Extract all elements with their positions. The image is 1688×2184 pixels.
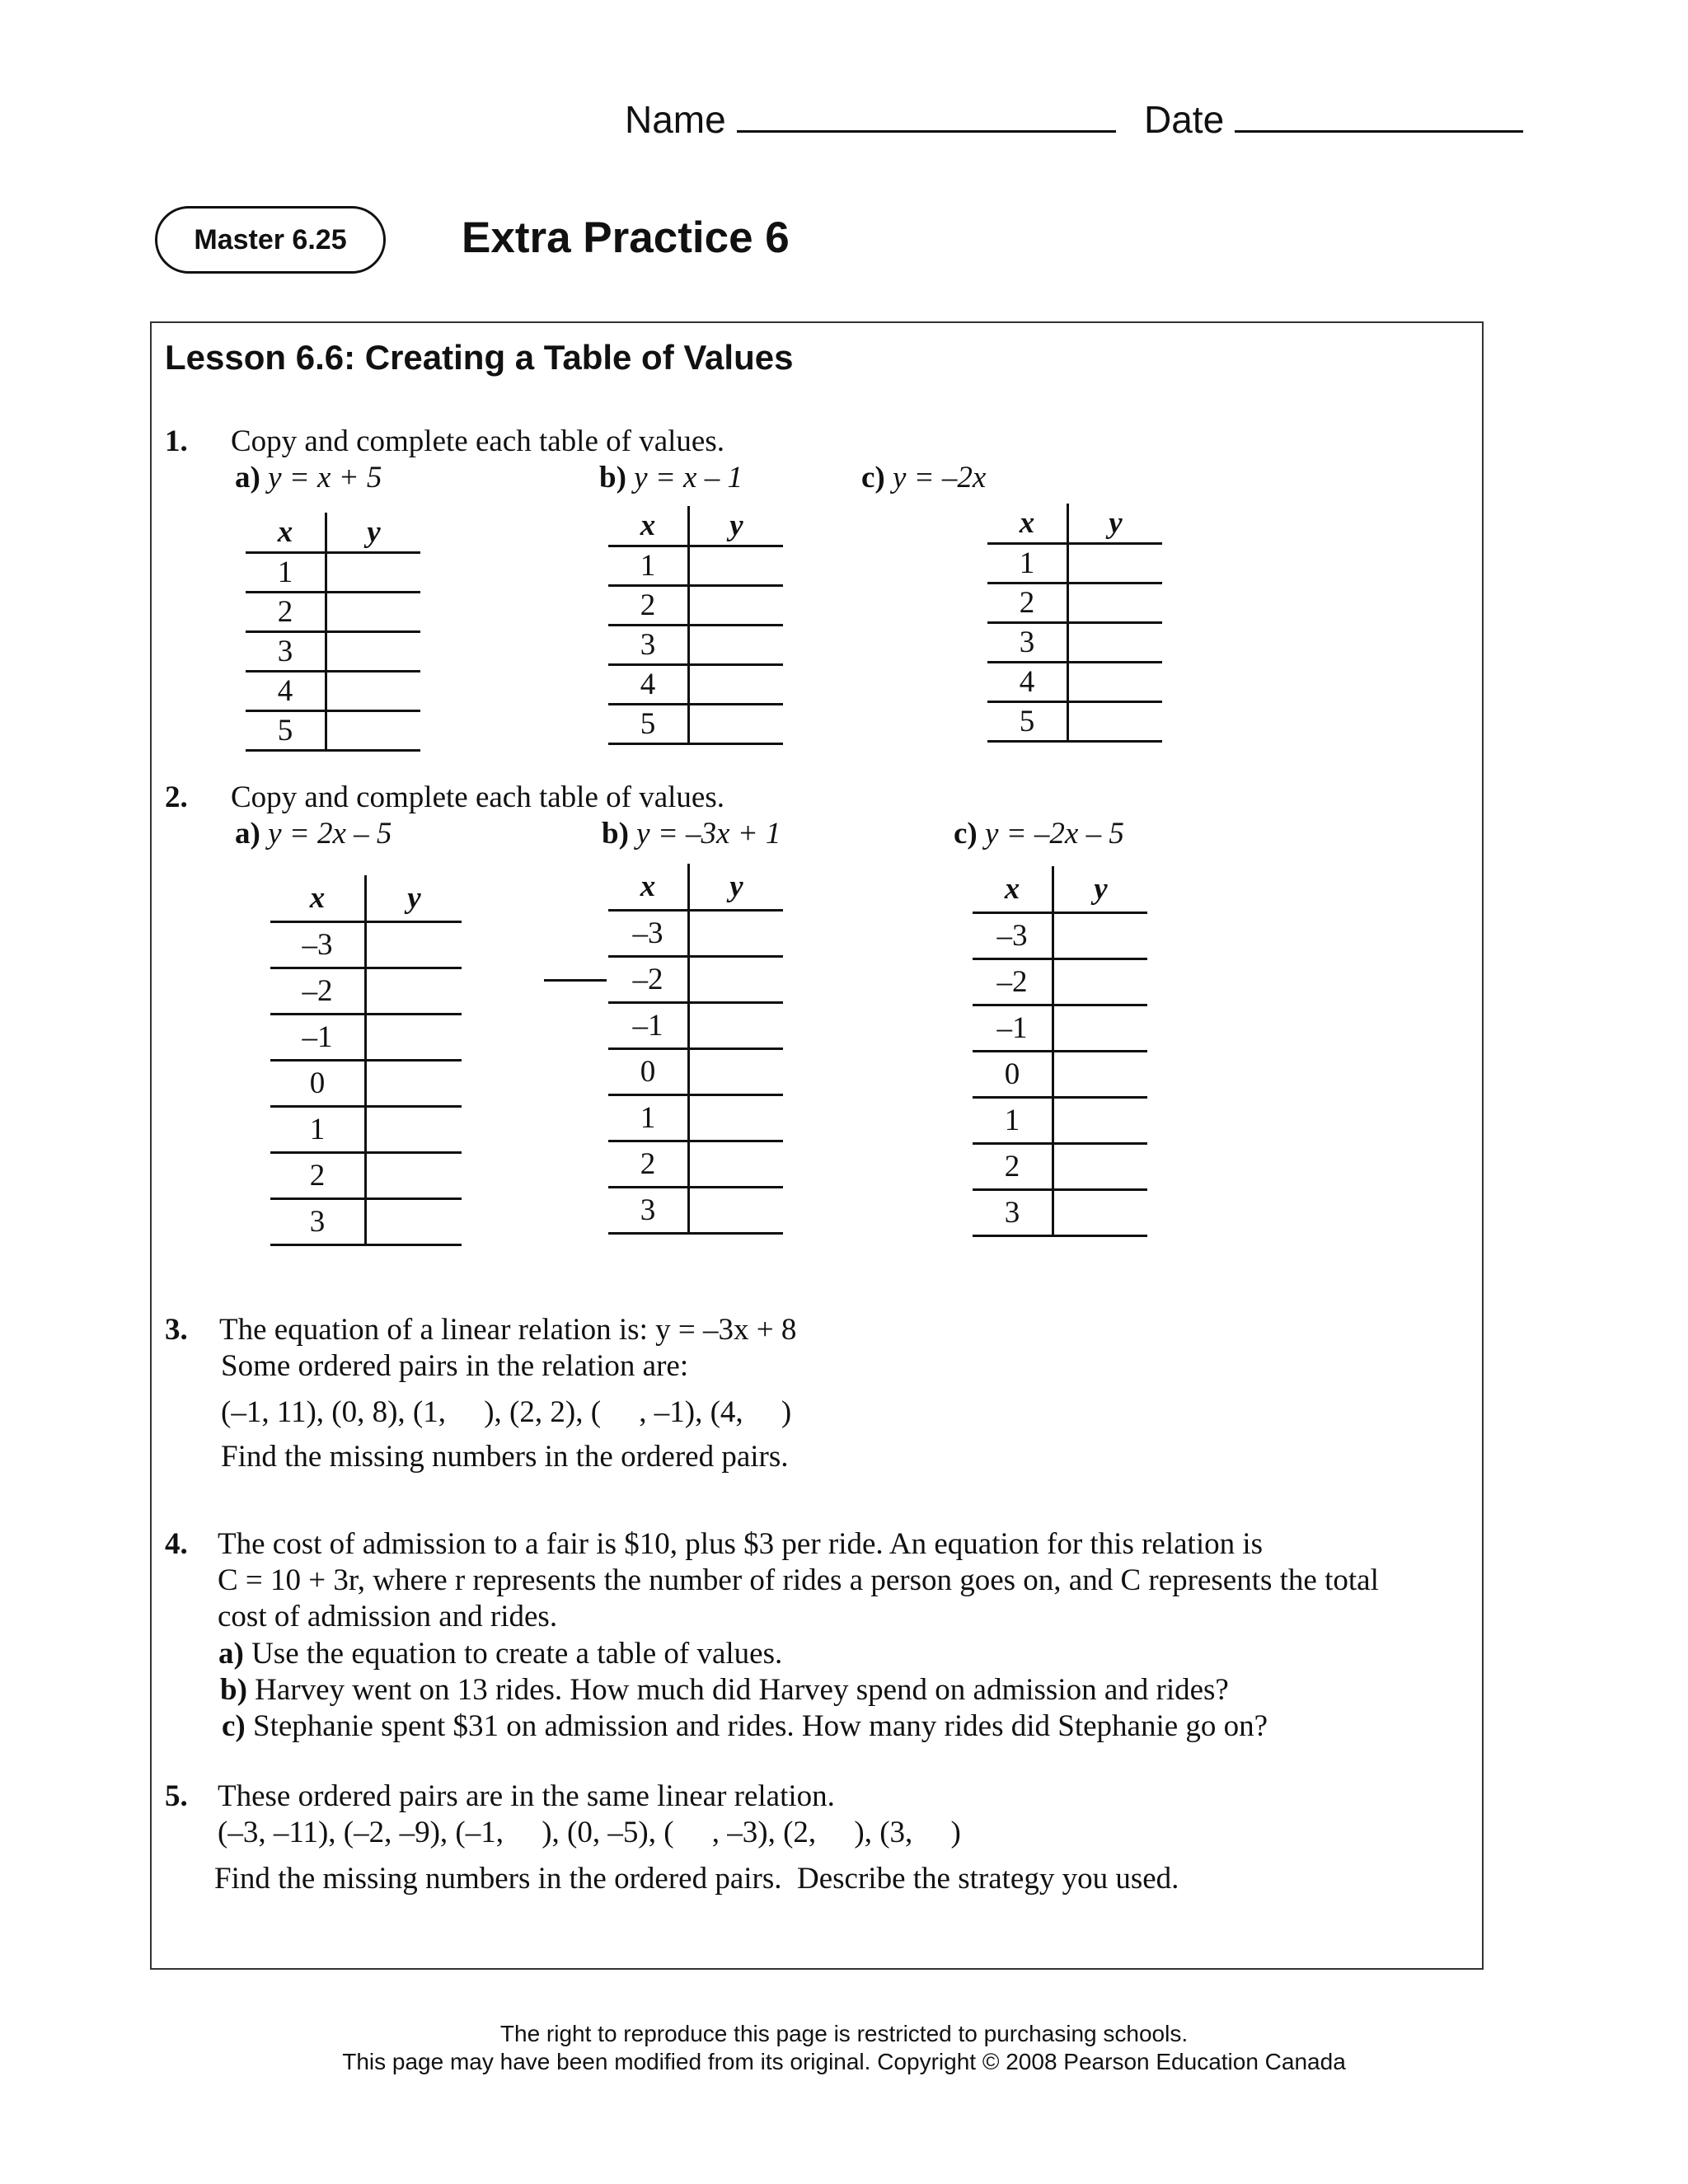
y-answer-cell[interactable] xyxy=(366,1014,462,1060)
y-header: y xyxy=(689,506,784,546)
y-header: y xyxy=(366,875,462,921)
y-header: y xyxy=(1053,866,1148,912)
q2a-table xyxy=(270,875,462,1246)
y-answer-cell[interactable] xyxy=(326,710,421,750)
x-value: 1 xyxy=(270,1106,366,1152)
q3-line2: Some ordered pairs in the relation are: xyxy=(221,1349,689,1383)
y-answer-cell[interactable] xyxy=(1053,1143,1148,1189)
y-answer-cell[interactable] xyxy=(1053,958,1148,1005)
x-value: –2 xyxy=(608,956,689,1002)
q4-line3: cost of admission and rides. xyxy=(218,1600,558,1633)
name-label: Name xyxy=(625,98,726,141)
y-answer-cell[interactable] xyxy=(366,1152,462,1198)
x-value: 1 xyxy=(608,546,689,585)
x-value: 0 xyxy=(973,1051,1053,1097)
q1a-table xyxy=(246,513,420,752)
q1b-label: b) y = x – 1 xyxy=(599,461,743,494)
x-value: –1 xyxy=(608,1002,689,1048)
y-header: y xyxy=(1068,504,1163,543)
y-header: y xyxy=(326,513,421,552)
x-header: x xyxy=(973,866,1053,912)
date-blank[interactable] xyxy=(1235,130,1523,133)
x-value: 5 xyxy=(608,704,689,743)
q1a-label: a) y = x + 5 xyxy=(235,461,382,494)
table-row xyxy=(608,1048,783,1094)
q4-part-a: a) Use the equation to create a table of values. xyxy=(218,1637,783,1671)
x-value: 3 xyxy=(608,625,689,664)
table-row xyxy=(608,1187,783,1233)
x-value: –2 xyxy=(973,958,1053,1005)
y-answer-cell[interactable] xyxy=(366,1106,462,1152)
table-row xyxy=(987,662,1162,701)
y-answer-cell[interactable] xyxy=(689,704,784,743)
q2-number: 2. xyxy=(165,780,188,814)
y-answer-cell[interactable] xyxy=(689,910,784,956)
footer-line1: The right to reproduce this page is restricted to purchasing schools. xyxy=(499,2021,1189,2046)
table-row xyxy=(973,1097,1147,1143)
y-answer-cell[interactable] xyxy=(689,585,784,625)
table-row xyxy=(608,910,783,956)
x-value: 1 xyxy=(973,1097,1053,1143)
x-header: x xyxy=(608,506,689,546)
table-row xyxy=(973,958,1147,1005)
y-answer-cell[interactable] xyxy=(689,546,784,585)
table-row xyxy=(608,546,783,585)
x-value: 3 xyxy=(608,1187,689,1233)
x-header: x xyxy=(987,504,1068,543)
q1c-label: c) y = –2x xyxy=(861,461,987,494)
q1-instruction: Copy and complete each table of values. xyxy=(231,424,724,458)
date-label: Date xyxy=(1144,98,1225,141)
x-value: 3 xyxy=(246,631,326,671)
y-answer-cell[interactable] xyxy=(689,625,784,664)
table-row xyxy=(246,671,420,710)
y-answer-cell[interactable] xyxy=(689,1094,784,1141)
table-row xyxy=(270,1060,462,1106)
y-answer-cell[interactable] xyxy=(1053,1097,1148,1143)
y-answer-cell[interactable] xyxy=(1068,583,1163,622)
x-value: 1 xyxy=(608,1094,689,1141)
q1c-table xyxy=(987,504,1162,743)
q4-line2: C = 10 + 3r, where r represents the number of rides a person goes on, and C represents the total xyxy=(218,1563,1379,1597)
x-value: –3 xyxy=(270,921,366,968)
table-row xyxy=(608,704,783,743)
y-answer-cell[interactable] xyxy=(689,956,784,1002)
table-row xyxy=(608,1002,783,1048)
q5-ordered-pairs: (–3, –11), (–2, –9), (–1, ), (0, –5), ( , –3), (2, ), (3, ) xyxy=(218,1816,961,1849)
x-header: x xyxy=(270,875,366,921)
master-badge: Master 6.25 xyxy=(155,206,386,274)
q4-number: 4. xyxy=(165,1527,188,1561)
x-value: 3 xyxy=(270,1198,366,1244)
q1b-table xyxy=(608,506,783,745)
x-value: 2 xyxy=(608,1141,689,1187)
y-answer-cell[interactable] xyxy=(1053,1005,1148,1051)
table-row xyxy=(270,1152,462,1198)
table-row xyxy=(270,1198,462,1244)
table-row xyxy=(270,1014,462,1060)
table-row xyxy=(246,710,420,750)
x-value: –1 xyxy=(973,1005,1053,1051)
table-row xyxy=(608,664,783,704)
q3-ordered-pairs: (–1, 11), (0, 8), (1, ), (2, 2), ( , –1), (4, ) xyxy=(221,1395,792,1429)
x-value: 2 xyxy=(608,585,689,625)
y-answer-cell[interactable] xyxy=(689,1048,784,1094)
table-row xyxy=(608,625,783,664)
q5-line1: These ordered pairs are in the same linear relation. xyxy=(218,1779,835,1813)
stray-line xyxy=(544,979,607,982)
x-value: 1 xyxy=(246,552,326,592)
table-row xyxy=(270,921,462,968)
x-value: 2 xyxy=(987,583,1068,622)
x-value: 3 xyxy=(973,1189,1053,1235)
lesson-title: Lesson 6.6: Creating a Table of Values xyxy=(165,338,794,377)
y-answer-cell[interactable] xyxy=(366,968,462,1014)
table-row xyxy=(608,1141,783,1187)
x-value: 2 xyxy=(270,1152,366,1198)
table-row xyxy=(987,701,1162,741)
y-answer-cell[interactable] xyxy=(689,1187,784,1233)
q2c-table xyxy=(973,866,1147,1237)
footer-line2: This page may have been modified from its original. Copyright © 2008 Pearson Education Canada xyxy=(342,2049,1346,2074)
x-value: 2 xyxy=(973,1143,1053,1189)
table-row xyxy=(608,585,783,625)
q2c-label: c) y = –2x – 5 xyxy=(954,817,1124,851)
x-value: 4 xyxy=(246,671,326,710)
table-row xyxy=(246,552,420,592)
page-title: Extra Practice 6 xyxy=(462,213,790,262)
y-answer-cell[interactable] xyxy=(689,1002,784,1048)
y-answer-cell[interactable] xyxy=(326,631,421,671)
date-field[interactable] xyxy=(1144,97,1523,142)
table-row xyxy=(246,592,420,631)
q3-line4: Find the missing numbers in the ordered pairs. xyxy=(221,1440,789,1474)
y-answer-cell[interactable] xyxy=(1068,701,1163,741)
table-row xyxy=(973,1189,1147,1235)
q2a-label: a) y = 2x – 5 xyxy=(235,817,392,851)
table-row xyxy=(246,631,420,671)
x-value: 5 xyxy=(987,701,1068,741)
q1-number: 1. xyxy=(165,424,188,458)
q3-number: 3. xyxy=(165,1313,188,1347)
q4-part-c: c) Stephanie spent $31 on admission and rides. How many rides did Stephanie go on? xyxy=(222,1709,1268,1743)
table-row xyxy=(973,1143,1147,1189)
table-row xyxy=(973,1051,1147,1097)
q2b-label: b) y = –3x + 1 xyxy=(602,817,781,851)
y-answer-cell[interactable] xyxy=(1053,1189,1148,1235)
x-value: –1 xyxy=(270,1014,366,1060)
x-value: –3 xyxy=(608,910,689,956)
x-value: 2 xyxy=(246,592,326,631)
table-row xyxy=(270,968,462,1014)
table-row xyxy=(270,1106,462,1152)
y-answer-cell[interactable] xyxy=(689,664,784,704)
name-blank[interactable] xyxy=(737,130,1116,133)
y-answer-cell[interactable] xyxy=(366,1198,462,1244)
q4-part-b: b) Harvey went on 13 rides. How much did Harvey spend on admission and rides? xyxy=(220,1673,1229,1707)
x-value: 5 xyxy=(246,710,326,750)
x-value: 4 xyxy=(987,662,1068,701)
y-answer-cell[interactable] xyxy=(326,671,421,710)
x-value: 3 xyxy=(987,622,1068,662)
q5-line3: Find the missing numbers in the ordered pairs. Describe the strategy you used. xyxy=(214,1862,1179,1896)
x-header: x xyxy=(608,864,689,910)
q2b-table xyxy=(608,864,783,1235)
x-value: –3 xyxy=(973,912,1053,958)
q5-number: 5. xyxy=(165,1779,188,1813)
table-row xyxy=(608,956,783,1002)
table-row xyxy=(987,583,1162,622)
y-answer-cell[interactable] xyxy=(326,592,421,631)
y-answer-cell[interactable] xyxy=(1068,622,1163,662)
y-answer-cell[interactable] xyxy=(326,552,421,592)
y-answer-cell[interactable] xyxy=(366,1060,462,1106)
y-answer-cell[interactable] xyxy=(366,921,462,968)
table-row xyxy=(608,1094,783,1141)
x-value: 0 xyxy=(270,1060,366,1106)
name-field[interactable] xyxy=(625,97,1116,142)
x-value: 1 xyxy=(987,543,1068,583)
table-row xyxy=(973,1005,1147,1051)
y-answer-cell[interactable] xyxy=(1053,1051,1148,1097)
y-answer-cell[interactable] xyxy=(1068,543,1163,583)
table-row xyxy=(973,912,1147,958)
x-header: x xyxy=(246,513,326,552)
x-value: –2 xyxy=(270,968,366,1014)
y-answer-cell[interactable] xyxy=(689,1141,784,1187)
y-answer-cell[interactable] xyxy=(1068,662,1163,701)
table-row xyxy=(987,543,1162,583)
x-value: 4 xyxy=(608,664,689,704)
q2-instruction: Copy and complete each table of values. xyxy=(231,780,724,814)
x-value: 0 xyxy=(608,1048,689,1094)
y-answer-cell[interactable] xyxy=(1053,912,1148,958)
table-row xyxy=(987,622,1162,662)
q3-line1: The equation of a linear relation is: y = –3x + 8 xyxy=(219,1313,797,1347)
q4-line1: The cost of admission to a fair is $10, plus $3 per ride. An equation for this relation is xyxy=(218,1527,1264,1561)
y-header: y xyxy=(689,864,784,910)
